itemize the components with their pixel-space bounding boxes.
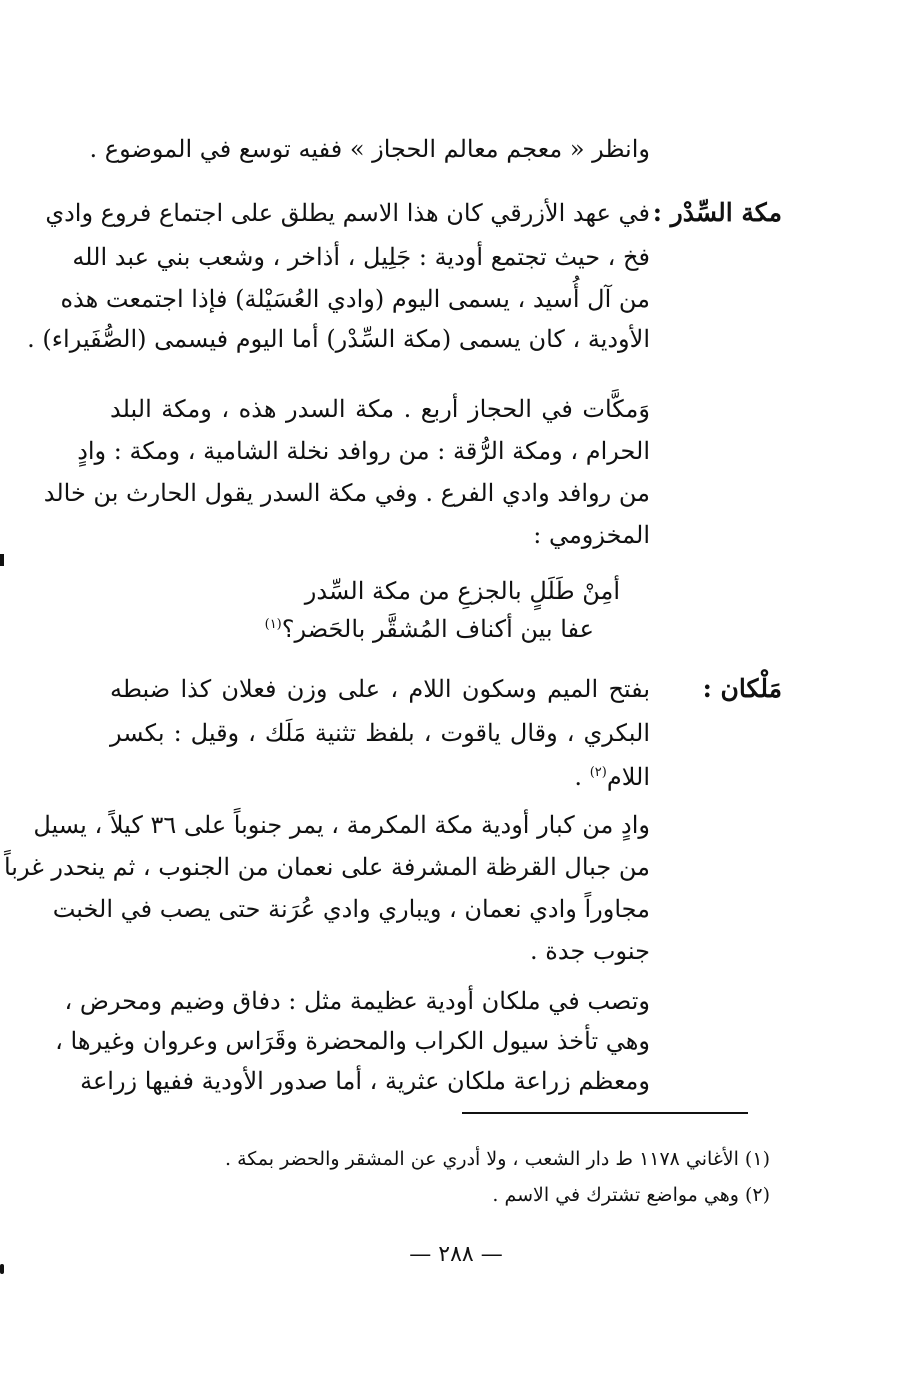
entry1-line-3: من آل أُسيد ، يسمى اليوم (وادي العُسَيْلة) فإذا اجتمعت هذه — [60, 285, 650, 313]
entry1-para2-line-1: وَمكَّات في الحجاز أربع . مكة السدر هذه ، ومكة البلد — [110, 395, 650, 423]
entry2-para3-line-3: ومعظم زراعة ملكان عثرية ، أما صدور الأودية ففيها زراعة — [80, 1067, 650, 1095]
footnote-ref-2: (٢) — [589, 765, 607, 780]
scan-mark — [0, 554, 4, 566]
entry-term-malkan: مَلْكان : — [702, 674, 782, 703]
entry2-para2-line-2: من جبال القرظة المشرفة على نعمان من الجنوب ، ثم ينحدر غرباً — [3, 853, 650, 881]
footnote-2: (٢) وهي مواضع تشترك في الاسم . — [492, 1184, 770, 1206]
entry2-line-1: بفتح الميم وسكون اللام ، على وزن فعلان كذا ضبطه — [110, 675, 650, 703]
page-number: — ٢٨٨ — — [409, 1242, 503, 1267]
entry2-line-3-text: اللام — [606, 763, 650, 791]
entry1-para2-line-4: المخزومي : — [533, 521, 650, 549]
entry-term-makkat-al-sidr: مكة السِّدْر : — [652, 198, 782, 227]
entry2-line-3-end: . — [574, 763, 590, 791]
scan-mark — [0, 1264, 4, 1274]
entry2-line-3 — [574, 756, 650, 794]
entry1-line-1: في عهد الأزرقي كان هذا الاسم يطلق على اجتماع فروع وادي — [45, 199, 650, 227]
entry1-para2-line-3: من روافد وادي الفرع . وفي مكة السدر يقول الحارث بن خالد — [43, 479, 650, 507]
entry2-para2-line-3: مجاوراً وادي نعمان ، ويباري وادي عُرَنة حتى يصب في الخبت — [52, 895, 650, 923]
entry1-para2-line-2: الحرام ، ومكة الرُّقة : من روافد نخلة الشامية ، ومكة : وادٍ — [77, 437, 650, 465]
entry2-line-2: البكري ، وقال ياقوت ، بلفظ تثنية مَلَك ، وقيل : بكسر — [110, 719, 650, 747]
verse-line-1: أمِنْ طَلَلٍ بالجزعِ من مكة السِّدر — [304, 577, 620, 605]
intro-line: وانظر « معجم معالم الحجاز » ففيه توسع في الموضوع . — [89, 135, 650, 163]
entry2-para3-line-1: وتصب في ملكان أودية عظيمة مثل : دفاق وضيم ومحرض ، — [64, 987, 650, 1015]
entry1-line-4: الأودية ، كان يسمى (مكة السِّدْر) أما اليوم فيسمى (الصُّفَيراء) . — [27, 325, 650, 353]
verse-line-2-text: عفا بين أكناف المُشقَّر بالحَضر؟ — [281, 615, 594, 643]
entry1-line-2: فخ ، حيث تجتمع أودية : جَلِيل ، أذاخر ، وشعب بني عبد الله — [72, 243, 650, 271]
entry2-para3-line-2: وهي تأخذ سيول الكراب والمحضرة وقَرَاس وعروان وغيرها ، — [55, 1027, 650, 1055]
footnote-ref-1: (١) — [264, 617, 282, 632]
entry2-para2-line-4: جنوب جدة . — [530, 937, 650, 965]
footnote-1: (١) الأغاني ١١٧٨ ط دار الشعب ، ولا أدري عن المشقر والحضر بمكة . — [225, 1148, 770, 1170]
entry2-para2-line-1: وادٍ من كبار أودية مكة المكرمة ، يمر جنوباً على ٣٦ كيلاً ، يسيل — [33, 811, 650, 839]
footnote-separator — [462, 1112, 748, 1114]
verse-line-2 — [265, 608, 594, 646]
